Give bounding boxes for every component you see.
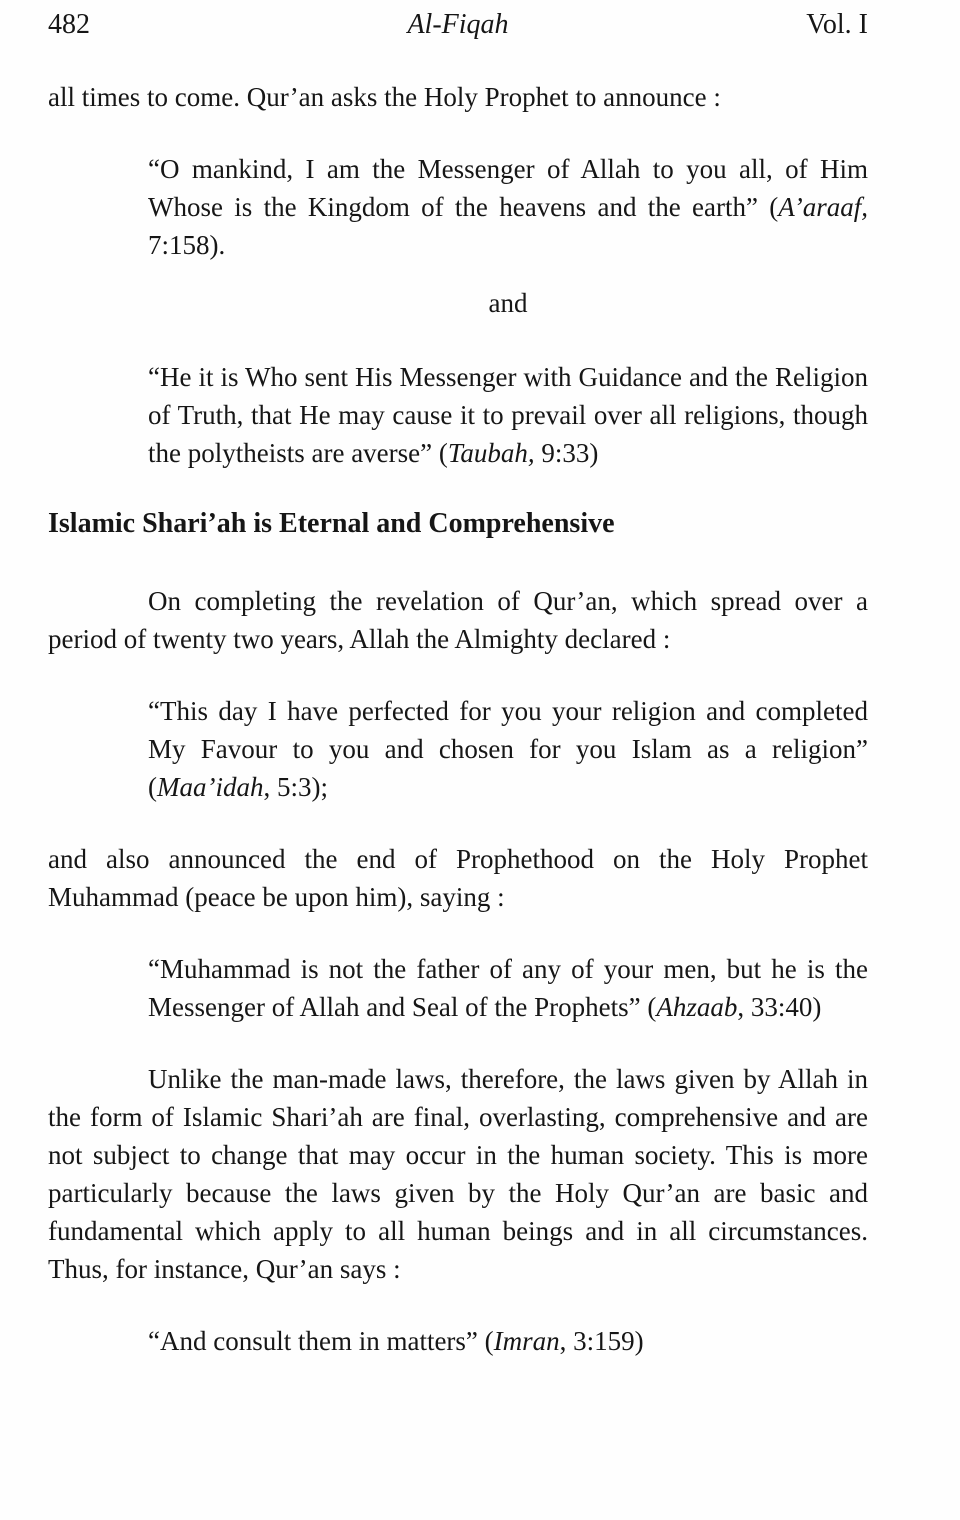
paragraph-manmade-laws: Unlike the man-made laws, therefore, the laws given by Allah in the form of Islamic Shari’ah are final, overlasting, comprehensive and are not subject to change that may occur in the human society. This is more particularly because the laws given by the Holy Qur’an are basic and fundamental which apply to all human beings and in all circumstances. Thus, for instance, Qur’an says : (48, 1064, 868, 1284)
quran-quote-ahzaab (148, 950, 868, 1026)
quote-reference: , 3:159) (559, 1326, 644, 1356)
paragraph-intro: all times to come. Qur’an asks the Holy Prophet to announce : (48, 82, 721, 112)
quote-source-imran: Imran (493, 1326, 560, 1356)
quote-source-maaidah: Maa’idah (157, 772, 264, 802)
quran-quote-maaidah (148, 692, 868, 806)
quran-quote-taubah (148, 358, 868, 472)
quote-text: “And consult them in matters” ( (148, 1326, 494, 1356)
quote-reference: , 33:40) (737, 992, 822, 1022)
quote-source-araaf: A’araaf, (778, 192, 868, 222)
quote-reference: 7:158). (148, 230, 226, 260)
quran-quote-araaf (148, 150, 868, 264)
paragraph-prophethood: and also announced the end of Prophethood on the Holy Prophet Muhammad (peace be upon him), saying : (48, 844, 868, 912)
quote-text: “O mankind, I am the Messenger of Allah to you all, of Him Whose is the Kingdom of the heavens and the earth” ( (148, 154, 868, 222)
volume-label: Vol. I (806, 9, 868, 40)
page-number: 482 (48, 9, 90, 40)
quote-reference: 9:33) (534, 438, 599, 468)
page-header (48, 8, 868, 42)
book-title: Al-Fiqah (407, 9, 509, 40)
quran-quote-imran (148, 1322, 868, 1360)
quote-text: “This day I have perfected for you your religion and completed My Favour to you and chosen for you Islam as a religion” ( (148, 696, 868, 802)
quote-text: “He it is Who sent His Messenger with Guidance and the Religion of Truth, that He may cause it to prevail over all religions, though the polytheists are averse” ( (148, 362, 868, 468)
quote-text: “Muhammad is not the father of any of your men, but he is the Messenger of Allah and Seal of the Prophets” ( (148, 954, 868, 1022)
quote-source-taubah: Taubah, (447, 438, 535, 468)
section-heading: Islamic Shari’ah is Eternal and Comprehensive (48, 508, 615, 539)
quote-source-ahzaab: Ahzaab (656, 992, 738, 1022)
connector-word: and (488, 288, 528, 318)
paragraph-revelation: On completing the revelation of Qur’an, which spread over a period of twenty two years, Allah the Almighty declared : (48, 586, 868, 654)
quote-reference: , 5:3); (263, 772, 328, 802)
